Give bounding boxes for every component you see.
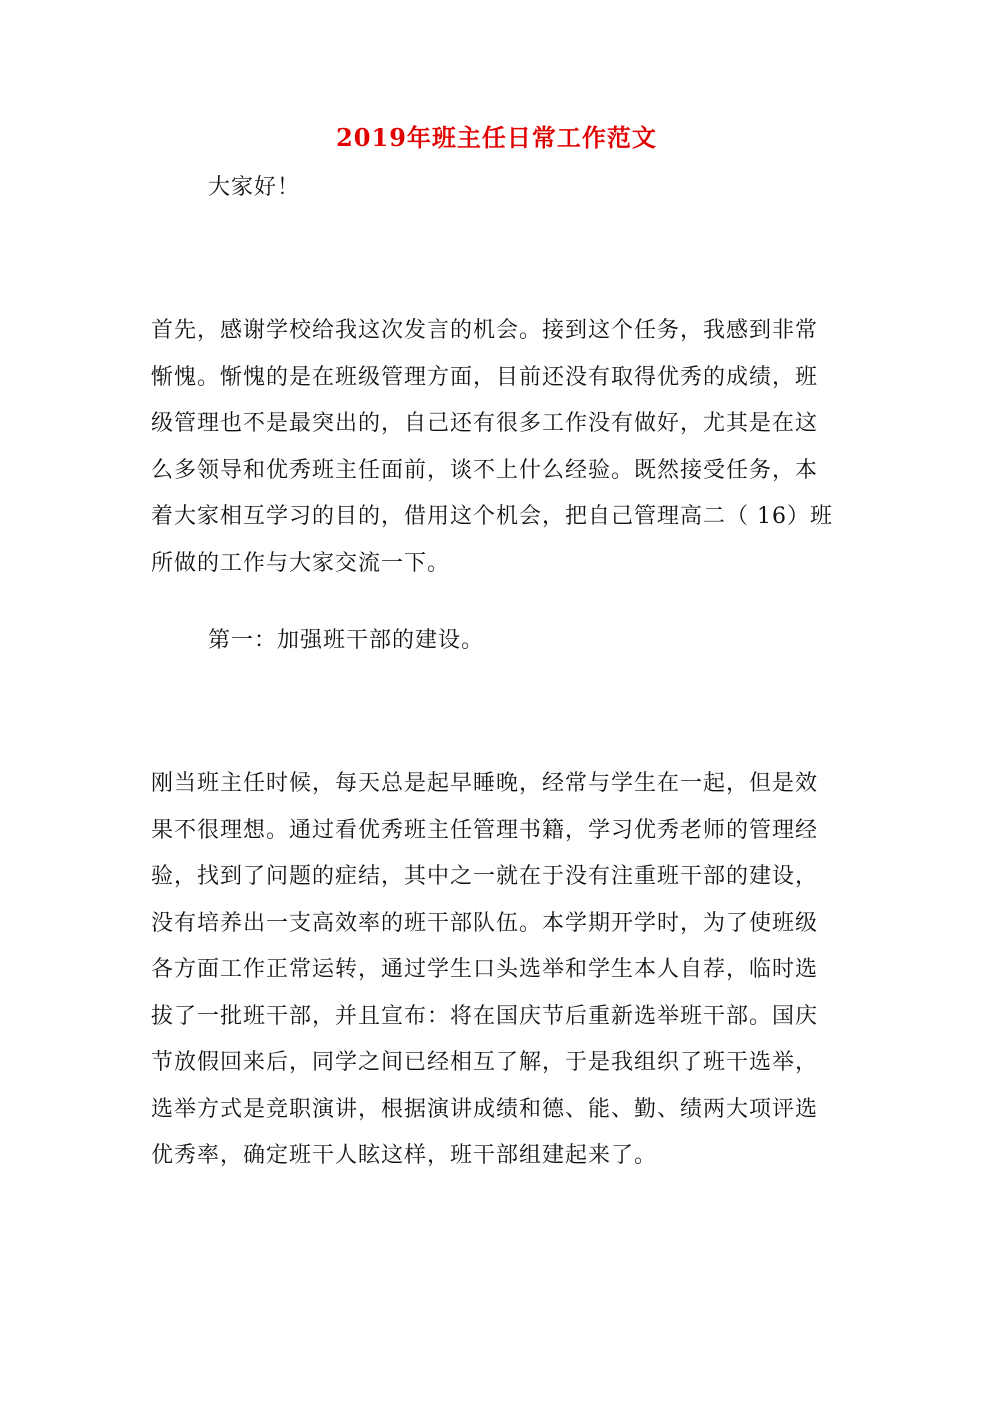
paragraph-line: 级管理也不是最突出的，自己还有很多工作没有做好，尤其是在这 — [151, 411, 819, 436]
section-heading: 第一：加强班干部的建设。 — [208, 628, 485, 653]
paragraph-line: 着大家相互学习的目的，借用这个机会，把自己管理高二（ 16）班 — [151, 504, 833, 529]
paragraph-line: 节放假回来后，同学之间已经相互了解，于是我组织了班干选举， — [151, 1050, 819, 1075]
paragraph-1 — [151, 308, 841, 587]
paragraph-line: 拔了一批班干部，并且宣布：将在国庆节后重新选举班干部。国庆 — [151, 1003, 819, 1029]
paragraph-line: 刚当班主任时候，每天总是起早睡晚，经常与学生在一起，但是效 — [151, 771, 819, 796]
paragraph-line: 果不很理想。通过看优秀班主任管理书籍，学习优秀老师的管理经 — [151, 817, 819, 843]
paragraph-2 — [151, 761, 841, 1180]
paragraph-line: 么多领导和优秀班主任面前，谈不上什么经验。既然接受任务，本 — [151, 457, 819, 483]
paragraph-line: 没有培养出一支高效率的班干部队伍。本学期开学时，为了使班级 — [151, 910, 819, 936]
paragraph-line: 惭愧。惭愧的是在班级管理方面，目前还没有取得优秀的成绩，班 — [151, 364, 819, 390]
paragraph-line: 首先，感谢学校给我这次发言的机会。接到这个任务，我感到非常 — [151, 318, 819, 343]
paragraph-line: 各方面工作正常运转，通过学生口头选举和学生本人自荐，临时选 — [151, 957, 819, 982]
paragraph-line: 验，找到了问题的症结，其中之一就在于没有注重班干部的建设， — [151, 864, 819, 889]
paragraph-line: 所做的工作与大家交流一下。 — [151, 550, 451, 576]
paragraph-line: 优秀率，确定班干人眩这样，班干部组建起来了。 — [151, 1143, 658, 1168]
document-title: 2019年班主任日常工作范文 — [336, 123, 657, 152]
paragraph-line: 选举方式是竞职演讲，根据演讲成绩和德、能、勤、绩两大项评选 — [151, 1096, 819, 1122]
greeting: 大家好！ — [208, 175, 301, 200]
